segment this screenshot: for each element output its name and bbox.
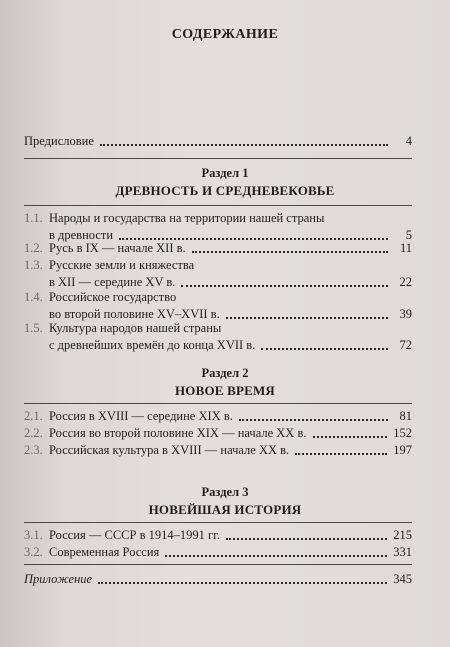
toc-entry-title: Российское государство xyxy=(49,290,177,304)
divider xyxy=(24,564,412,565)
toc-entry-title-cont: в древности xyxy=(49,228,114,242)
toc-page-number: 72 xyxy=(399,338,412,352)
toc-entry-title: Российская культура в XVIII — начале XX в. xyxy=(49,443,290,457)
toc-page-number: 22 xyxy=(399,275,412,289)
divider xyxy=(24,205,412,206)
toc-entry-number: 2.2. xyxy=(24,426,43,440)
dot-leader xyxy=(165,555,387,557)
toc-entry-title: Народы и государства на территории нашей страны xyxy=(49,211,325,225)
section-title: НОВОЕ ВРЕМЯ xyxy=(174,383,276,398)
toc-entry-number: 3.2. xyxy=(24,545,43,559)
toc-entry-title-cont: с древнейших времён до конца XVII в. xyxy=(49,338,256,352)
dot-leader xyxy=(295,453,387,455)
dot-leader xyxy=(181,285,388,287)
section-title: ДРЕВНОСТЬ И СРЕДНЕВЕКОВЬЕ xyxy=(115,183,335,198)
toc-page-number: 215 xyxy=(393,528,412,542)
section-label: Раздел 3 xyxy=(201,485,249,499)
toc-entry-title: Русские земли и княжества xyxy=(49,258,195,272)
toc-page-number: 345 xyxy=(393,572,412,586)
toc-page-number: 81 xyxy=(399,409,412,423)
dot-leader xyxy=(313,436,388,438)
toc-entry-title: Россия — СССР в 1914–1991 гг. xyxy=(49,528,220,542)
toc-entry-number: 2.3. xyxy=(24,443,43,457)
dot-leader xyxy=(98,582,387,584)
dot-leader xyxy=(226,317,388,319)
dot-leader xyxy=(192,251,388,253)
divider xyxy=(24,158,412,159)
section-label: Раздел 2 xyxy=(201,366,249,380)
toc-page-number: 152 xyxy=(393,426,412,440)
section-title: НОВЕЙШАЯ ИСТОРИЯ xyxy=(148,502,302,517)
toc-page-number: 4 xyxy=(405,134,412,148)
toc-entry-number: 1.4. xyxy=(24,290,43,304)
toc-page-number: 39 xyxy=(399,307,412,321)
toc-page-number: 11 xyxy=(399,241,412,255)
toc-entry-title-cont: во второй половине XV–XVII в. xyxy=(49,307,220,321)
dot-leader xyxy=(261,348,388,350)
toc-entry-number: 3.1. xyxy=(24,528,43,542)
toc-entry-title: Россия во второй половине XIX — начале XX в. xyxy=(49,426,307,440)
toc-entry-label: Предисловие xyxy=(24,134,94,148)
toc-entry-title: Культура народов нашей страны xyxy=(49,321,222,335)
page-title: СОДЕРЖАНИЕ xyxy=(171,27,279,42)
toc-entry-title: Русь в IX — начале XII в. xyxy=(49,241,186,255)
toc-entry-title: Россия в XVIII — середине XIX в. xyxy=(49,409,233,423)
toc-entry-label: Приложение xyxy=(24,572,93,586)
toc-page-number: 197 xyxy=(393,443,412,457)
toc-page-number: 331 xyxy=(393,545,412,559)
dot-leader xyxy=(226,538,387,540)
section-label: Раздел 1 xyxy=(201,166,249,180)
toc-page-number: 5 xyxy=(405,228,412,242)
toc-entry-title: Современная Россия xyxy=(49,545,160,559)
divider xyxy=(24,522,412,523)
toc-entry-number: 1.2. xyxy=(24,241,43,255)
toc-entry-number: 2.1. xyxy=(24,409,43,423)
toc-entry-title-cont: в XII — середине XV в. xyxy=(49,275,176,289)
toc-entry-number: 1.5. xyxy=(24,321,43,335)
toc-entry-number: 1.1. xyxy=(24,211,43,225)
dot-leader xyxy=(239,419,388,421)
divider xyxy=(24,403,412,404)
dot-leader xyxy=(100,144,388,146)
toc-entry-number: 1.3. xyxy=(24,258,43,272)
